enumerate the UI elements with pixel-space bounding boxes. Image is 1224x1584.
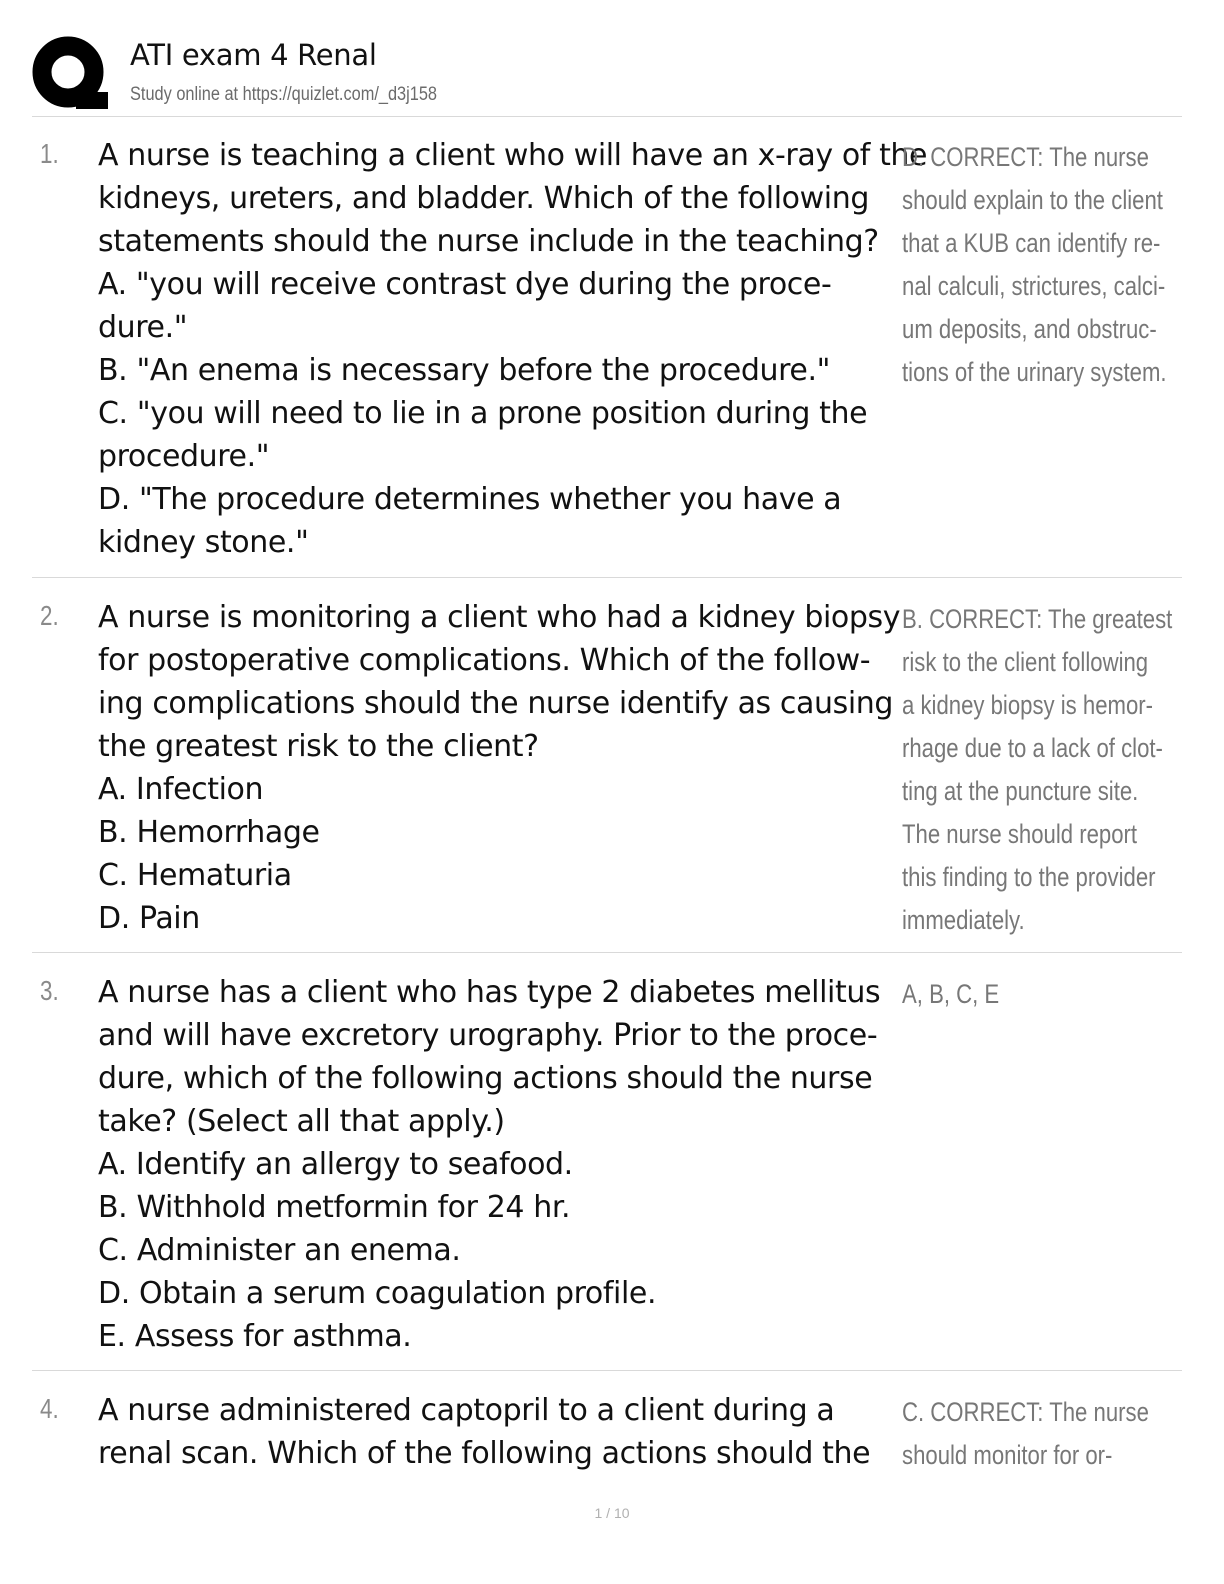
question-line: for postoperative complications. Which of the follow- xyxy=(98,643,871,678)
question-line: and will have excretory urography. Prior to the proce- xyxy=(98,1018,878,1053)
answer-line: D. CORRECT: The nurse xyxy=(902,142,1149,172)
answer-line: should explain to the client xyxy=(902,185,1163,215)
answer-text xyxy=(902,1391,1173,1477)
question-line: C. "you will need to lie in a prone position during the xyxy=(98,396,868,431)
question-line: dure." xyxy=(98,310,188,345)
question-line: kidney stone." xyxy=(98,525,309,560)
question-line: A nurse administered captopril to a client during a xyxy=(98,1393,835,1428)
answer-line: um deposits, and obstruc- xyxy=(902,314,1157,344)
question-line: A. Infection xyxy=(98,772,264,807)
answer-text xyxy=(902,598,1173,942)
question-line: the greatest risk to the client? xyxy=(98,729,539,764)
question-line: A. "you will receive contrast dye during the proce- xyxy=(98,267,832,302)
question-text xyxy=(98,971,898,1358)
answer-line: B. CORRECT: The greatest xyxy=(902,604,1173,634)
answer-line: C. CORRECT: The nurse xyxy=(902,1397,1149,1427)
answer-line: should monitor for or- xyxy=(902,1440,1113,1470)
question-line: B. Withhold metformin for 24 hr. xyxy=(98,1190,571,1225)
question-line: D. Pain xyxy=(98,901,200,936)
card-number: 4. xyxy=(40,1393,59,1424)
question-line: A. Identify an allergy to seafood. xyxy=(98,1147,573,1182)
question-text xyxy=(98,134,928,564)
flashcard xyxy=(32,957,1182,1371)
question-line: A nurse is monitoring a client who had a kidney biopsy xyxy=(98,600,901,635)
question-line: D. Obtain a serum coagulation profile. xyxy=(98,1276,657,1311)
card-number: 2. xyxy=(40,600,59,631)
question-line: kidneys, ureters, and bladder. Which of the following xyxy=(98,181,869,216)
question-line: D. "The procedure determines whether you have a xyxy=(98,482,842,517)
page-title: ATI exam 4 Renal xyxy=(130,38,377,72)
answer-line: a kidney biopsy is hemor- xyxy=(902,690,1154,720)
page-header xyxy=(32,36,1182,116)
question-line: statements should the nurse include in the teaching? xyxy=(98,224,879,259)
answer-line: tions of the urinary system. xyxy=(902,357,1167,387)
answer-text xyxy=(902,136,1173,394)
question-line: renal scan. Which of the following actions should the xyxy=(98,1436,871,1471)
answer-text xyxy=(902,973,1173,1016)
quizlet-logo-icon xyxy=(32,36,108,112)
question-text xyxy=(98,1389,898,1475)
answer-line: immediately. xyxy=(902,905,1025,935)
question-line: B. "An enema is necessary before the procedure." xyxy=(98,353,830,388)
card-number: 1. xyxy=(40,138,59,169)
question-text xyxy=(98,596,901,940)
flashcard xyxy=(32,120,1182,578)
question-line: B. Hemorrhage xyxy=(98,815,320,850)
question-line: ing complications should the nurse identify as causing xyxy=(98,686,894,721)
question-line: C. Hematuria xyxy=(98,858,292,893)
card-number: 3. xyxy=(40,975,59,1006)
answer-line: rhage due to a lack of clot- xyxy=(902,733,1163,763)
question-line: procedure." xyxy=(98,439,270,474)
page-number: 1 / 10 xyxy=(594,1505,630,1521)
answer-line: this finding to the provider xyxy=(902,862,1156,892)
question-line: A nurse has a client who has type 2 diabetes mellitus xyxy=(98,975,881,1010)
answer-line: that a KUB can identify re- xyxy=(902,228,1161,258)
question-line: dure, which of the following actions should the nurse xyxy=(98,1061,873,1096)
flashcard xyxy=(32,582,1182,953)
question-line: take? (Select all that apply.) xyxy=(98,1104,505,1139)
answer-line: ting at the puncture site. xyxy=(902,776,1139,806)
header-divider xyxy=(32,116,1182,117)
answer-line: A, B, C, E xyxy=(902,979,1000,1009)
flashcard xyxy=(32,1375,1182,1485)
study-link[interactable]: Study online at https://quizlet.com/_d3j158 xyxy=(130,84,438,105)
question-line: A nurse is teaching a client who will have an x-ray of the xyxy=(98,138,928,173)
answer-line: risk to the client following xyxy=(902,647,1149,677)
answer-line: The nurse should report xyxy=(902,819,1138,849)
question-line: C. Administer an enema. xyxy=(98,1233,461,1268)
answer-line: nal calculi, strictures, calci- xyxy=(902,271,1166,301)
question-line: E. Assess for asthma. xyxy=(98,1319,412,1354)
